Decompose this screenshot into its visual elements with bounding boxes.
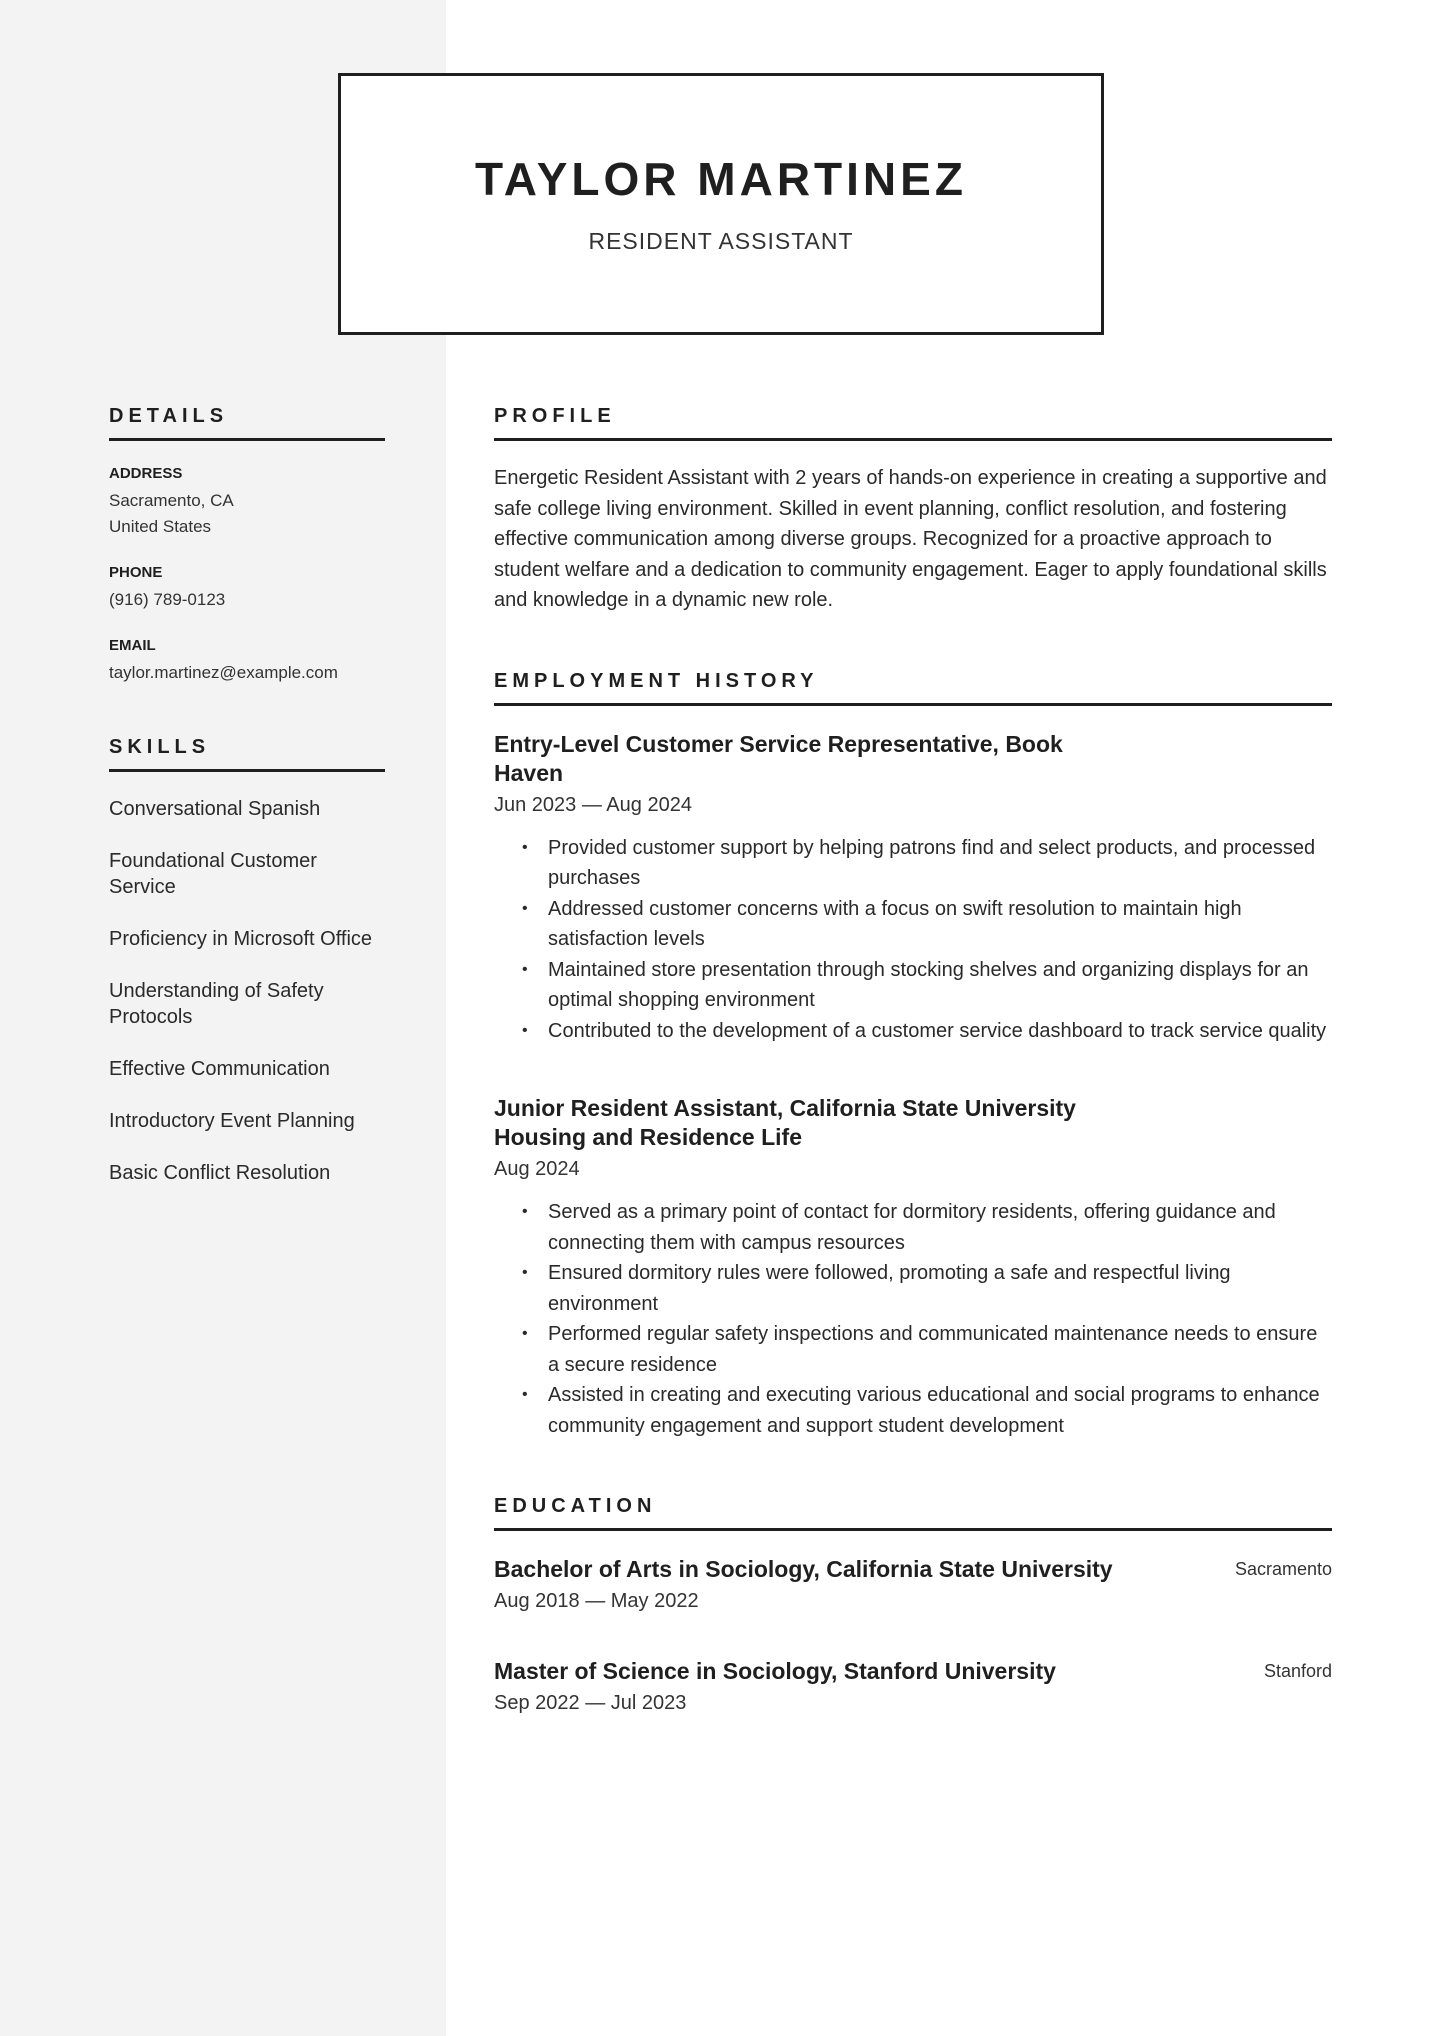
address-value [109, 488, 385, 540]
skill-item: Introductory Event Planning [109, 1110, 355, 1132]
job-dates: Aug 2024 [494, 1158, 580, 1180]
email-label: EMAIL [109, 637, 156, 654]
skill-item: Foundational Customer Service [109, 850, 317, 898]
phone-label: PHONE [109, 564, 163, 581]
details-heading: DETAILS [109, 405, 385, 441]
job-bullet: • Performed regular safety inspections and communicated maintenance needs to ensure a secure residence [494, 1319, 1332, 1380]
skills-list [109, 796, 385, 1186]
job-bullet: • Contributed to the development of a customer service dashboard to track service quality [494, 1016, 1332, 1047]
skill-item: Conversational Spanish [109, 798, 321, 820]
skill-item: Basic Conflict Resolution [109, 1162, 331, 1184]
job-bullet: • Addressed customer concerns with a focus on swift resolution to maintain high satisfaction levels [494, 894, 1332, 955]
job-title: Junior Resident Assistant, California State University Housing and Residence Life [494, 1095, 1076, 1150]
job-bullet: • Provided customer support by helping patrons find and select products, and processed purchases [494, 833, 1332, 894]
job-bullet: • Maintained store presentation through stocking shelves and organizing displays for an optimal shopping environment [494, 955, 1332, 1016]
education-entry [494, 1555, 1332, 1613]
job-dates: Jun 2023 — Aug 2024 [494, 793, 692, 816]
education-degree: Master of Science in Sociology, Stanford University [494, 1658, 1056, 1684]
details-column [109, 405, 385, 1186]
skill-item: Effective Communication [109, 1058, 330, 1080]
profile-text: Energetic Resident Assistant with 2 years of hands-on experience in creating a supportive and safe college living environment. Skilled in event planning, conflict resolution, and fostering effective communication among diverse groups. Recognized for a proactive approach to student welfare and a dedication to community engagement. Eager to apply foundational skills and knowledge in a dynamic new role. [494, 467, 1327, 611]
job-bullet: • Served as a primary point of contact for dormitory residents, offering guidance and connecting them with campus resources [494, 1197, 1332, 1258]
education-dates: Sep 2022 — Jul 2023 [494, 1692, 687, 1714]
education-entry [494, 1657, 1332, 1715]
candidate-role: RESIDENT ASSISTANT [588, 228, 854, 254]
job-bullets [494, 833, 1332, 1047]
address-line-2: United States [109, 517, 212, 536]
job-bullet: • Assisted in creating and executing various educational and social programs to enhance community engagement and support student development [494, 1380, 1332, 1441]
education-degree: Bachelor of Arts in Sociology, California State University [494, 1556, 1113, 1582]
address-label: ADDRESS [109, 465, 183, 482]
education-heading: EDUCATION [494, 1495, 1332, 1531]
skills-heading: SKILLS [109, 736, 385, 772]
email-value: taylor.martinez@example.com [109, 663, 338, 682]
education-location: Sacramento [1234, 1559, 1332, 1579]
address-line-1: Sacramento, CA [109, 491, 234, 510]
job-bullets [494, 1197, 1332, 1441]
phone-value: (916) 789-0123 [109, 590, 226, 609]
education-dates: Aug 2018 — May 2022 [494, 1590, 699, 1612]
candidate-name: TAYLOR MARTINEZ [475, 153, 967, 205]
profile-heading: PROFILE [494, 405, 1332, 441]
job-entry [494, 730, 1332, 1047]
employment-heading: EMPLOYMENT HISTORY [494, 670, 1332, 706]
main-column [494, 405, 1332, 1715]
skill-item: Understanding of Safety Protocols [109, 980, 324, 1028]
job-bullet: • Ensured dormitory rules were followed, promoting a safe and respectful living environment [494, 1258, 1332, 1319]
name-header-box [338, 73, 1104, 335]
job-entry [494, 1094, 1332, 1441]
education-location: Stanford [1263, 1661, 1332, 1681]
job-title: Entry-Level Customer Service Representative, Book Haven [494, 730, 1063, 786]
skill-item: Proficiency in Microsoft Office [109, 928, 373, 950]
